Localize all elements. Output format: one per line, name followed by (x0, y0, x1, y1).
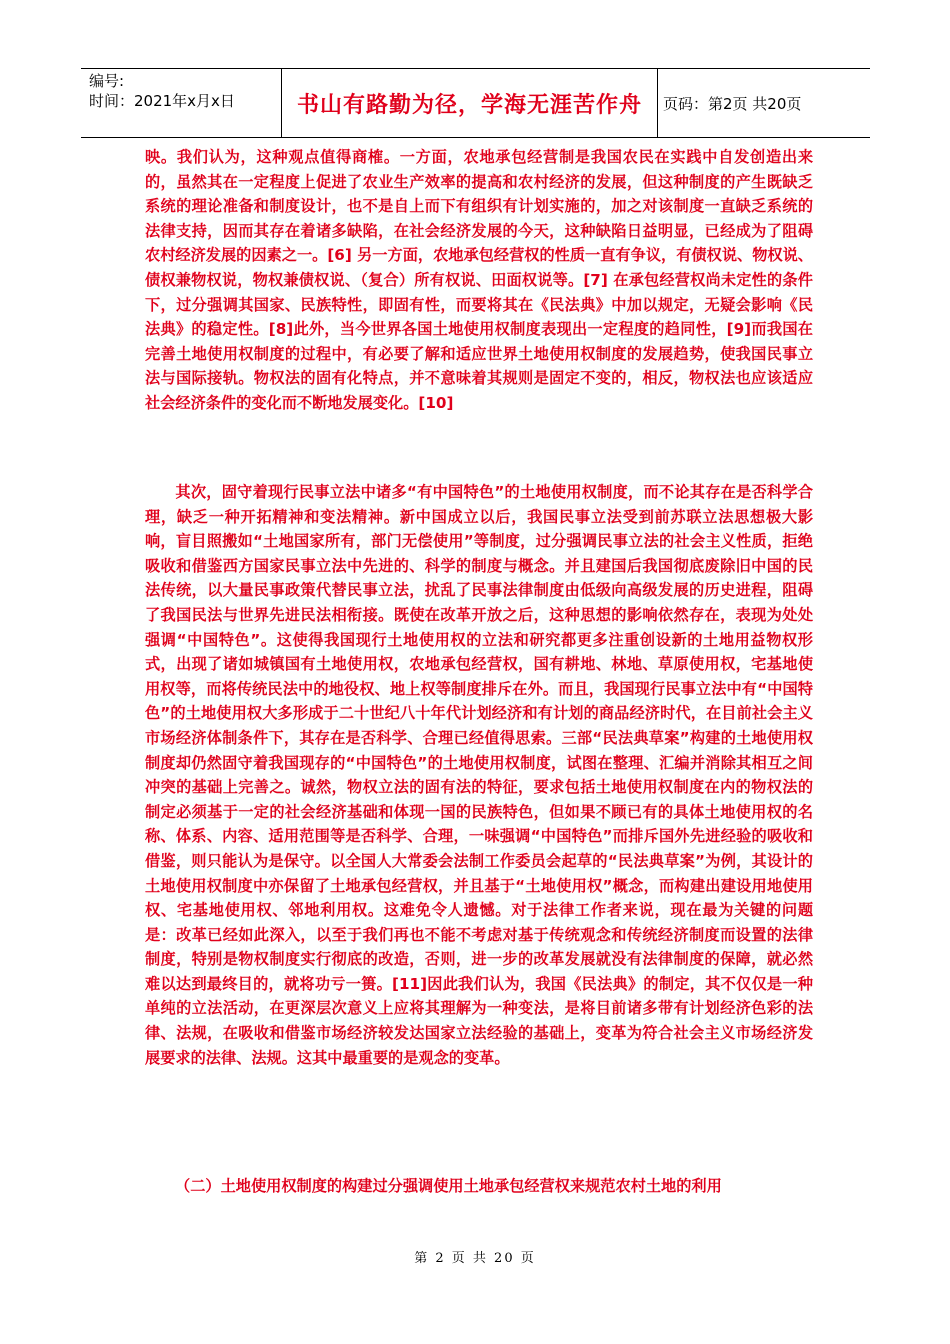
body-paragraph-2: 其次，固守着现行民事立法中诸多“有中国特色”的土地使用权制度，而不论其存在是否科学合理，缺乏一种开拓精神和变法精神。新中国成立以后，我国民事立法受到前苏联立法思想极大影响，盲目照搬如“土地国家所有，部门无偿使用”等制度，过分强调民事立法的社会主义性质，拒绝吸收和借鉴西方国家民事立法中先进的、科学的制度与概念。并且建国后我国彻底废除旧中国的民法传统，以大量民事政策代替民事立法，扰乱了民事法律制度由低级向高级发展的历史进程，阻碍了我国民法与世界先进民法相衔接。既使在改革开放之后，这种思想的影响依然存在，表现为处处强调“中国特色”。这使得我国现行土地使用权的立法和研究都更多注重创设新的土地用益物权形式，出现了诸如城镇国有土地使用权，农地承包经营权，国有耕地、林地、草原使用权，宅基地使用权等，而将传统民法中的地役权、地上权等制度排斥在外。而且，我国现行民事立法中有“中国特色”的土地使用权大多形成于二十世纪八十年代计划经济和有计划的商品经济时代，在目前社会主义市场经济体制条件下，其存在是否科学、合理已经值得思索。三部“民法典草案”构建的土地使用权制度却仍然固守着我国现存的“中国特色”的土地使用权制度，试图在整理、汇编并消除其相互之间冲突的基础上完善之。诚然，物权立法的固有法的特征，要求包括土地使用权制度在内的物权法的制定必须基于一定的社会经济基础和体现一国的民族特色，但如果不顾已有的具体土地使用权的名称、体系、内容、适用范围等是否科学、合理，一味强调“中国特色”而排斥国外先进经验的吸收和借鉴，则只能认为是保守。以全国人大常委会法制工作委员会起草的“民法典草案”为例，其设计的土地使用权制度中亦保留了土地承包经营权，并且基于“土地使用权”概念，而构建出建设用地使用权、宅基地使用权、邻地利用权。这难免令人遗憾。对于法律工作者来说，现在最为关键的问题是：改革已经如此深入，以至于我们再也不能不考虑对基于传统观念和传统经济制度而设置的法律制度，特别是物权制度实行彻底的改造，否则，进一步的改革发展就没有法律制度的保障，就必然难以达到最终目的，就将功亏一篑。[11]因此我们认为，我国《民法典》的制定，其不仅仅是一种单纯的立法活动，在更深层次意义上应将其理解为一种变法，是将目前诸多带有计划经济色彩的法律、法规，在吸收和借鉴市场经济较发达国家立法经验的基础上，变革为符合社会主义市场经济发展要求的法律、法规。这其中最重要的是观念的变革。 (145, 483, 813, 1067)
header-page-info: 页码：第2页 共20页 (663, 94, 802, 113)
header-table (81, 68, 870, 138)
header-motto: 书山有路勤为径，学海无涯苦作舟 (282, 69, 658, 137)
document-time-label: 时间：2021年x月x日 (89, 92, 235, 110)
header-meta-cell (81, 69, 282, 137)
body-paragraph-1: 映。我们认为，这种观点值得商榷。一方面，农地承包经营制是我国农民在实践中自发创造出来的，虽然其在一定程度上促进了农业生产效率的提高和农村经济的发展，但这种制度的产生既缺乏系统的理论准备和制度设计，也不是自上而下有组织有计划实施的，加之对该制度一直缺乏系统的法律支持，因而其存在着诸多缺陷，在社会经济发展的今天，这种缺陷日益明显，已经成为了阻碍农村经济发展的因素之一。[6] 另一方面，农地承包经营权的性质一直有争议，有债权说、物权说、债权兼物权说，物权兼债权说、（复合）所有权说、田面权说等。[7] 在承包经营权尚未定性的条件下，过分强调其国家、民族特性，即固有性，而要将其在《民法典》中加以规定，无疑会影响《民法典》的稳定性。[8]此外，当今世界各国土地使用权制度表现出一定程度的趋同性，[9]而我国在完善土地使用权制度的过程中，有必要了解和适应世界土地使用权制度的发展趋势，使我国民事立法与国际接轨。物权法的固有化特点，并不意味着其规则是固定不变的，相反，物权法也应该适应社会经济条件的变化而不断地发展变化。[10] (145, 148, 813, 412)
page-footer: 第 2 页 共 20 页 (414, 1251, 536, 1266)
document-number-label: 编号: (89, 72, 125, 90)
section-heading: （二）土地使用权制度的构建过分强调使用土地承包经营权来规范农村土地的利用 (175, 1177, 722, 1195)
